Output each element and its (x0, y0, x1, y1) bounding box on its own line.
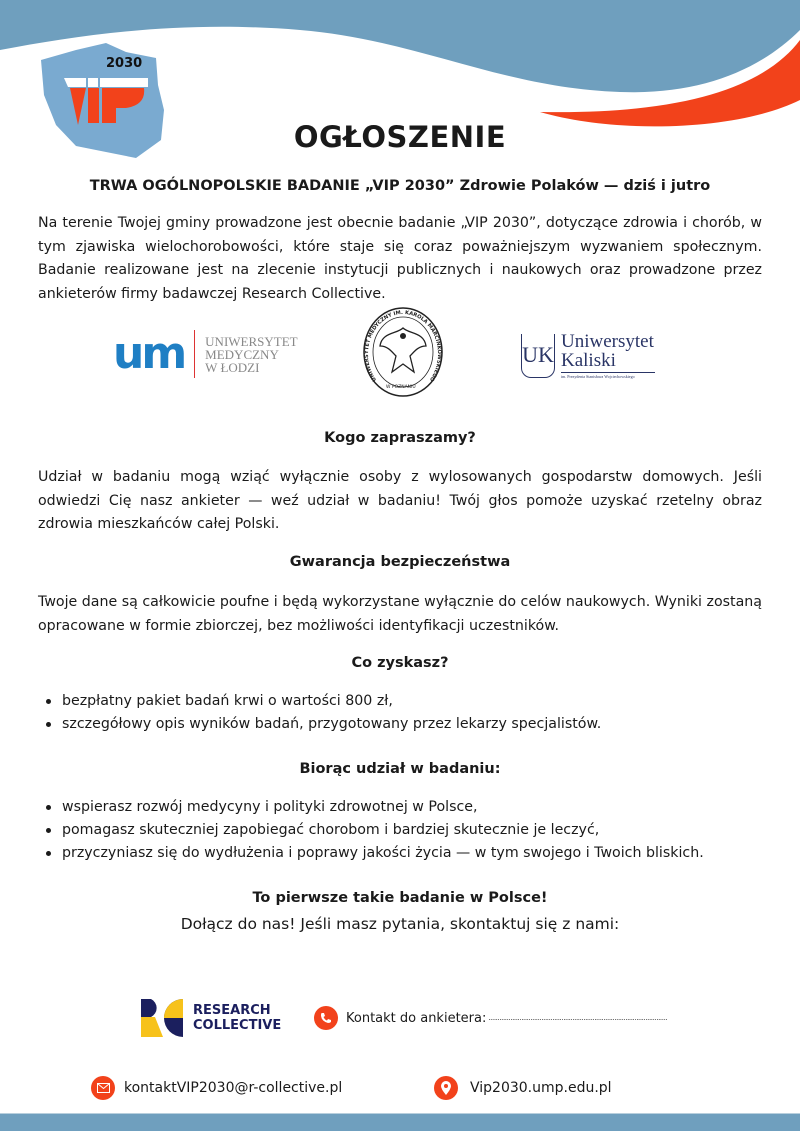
interviewer-phone-field[interactable]: .................................................................................................. (488, 1014, 668, 1022)
phone-icon (314, 1006, 338, 1030)
logo-uk-kaliski: UK Uniwersytet Kaliski im. Prezydenta Stanisława Wojciechowskiego (522, 331, 654, 379)
list-item: wspierasz rozwój medycyny i polityki zdrowotnej w Polsce, (38, 796, 704, 819)
seal-bottom-text: W POZNANIU (386, 385, 416, 390)
email-contact (91, 1076, 342, 1100)
intro-text: Na terenie Twojej gminy prowadzone jest obecnie badanie „VIP 2030”, dotyczące zdrowia i chorób, w tym zjawiska wielochorobowości, które staje się coraz poważniejszym wyzwaniem społecznym. Badanie realizowane jest na zlecenie instytucji publicznych i naukowych oraz prowadzone przez ankieterów firmy badawczej Research Collective. (38, 215, 762, 302)
website-contact (434, 1076, 612, 1100)
heading-security: Gwarancja bezpieczeństwa (289, 554, 511, 570)
subtitle: TRWA OGÓLNOPOLSKIE BADANIE „VIP 2030” Zdrowie Polaków — dziś i jutro (89, 178, 711, 194)
list-item: bezpłatny pakiet badań krwi o wartości 800 zł, (38, 690, 601, 713)
location-pin-icon (434, 1076, 458, 1100)
closing-heading: To pierwsze takie badanie w Polsce! (252, 890, 548, 906)
mail-icon (91, 1076, 115, 1100)
list-item: przyczyniasz się do wydłużenia i poprawy jakości życia — w tym swojego i Twoich bliskich. (38, 842, 704, 865)
heading-participation: Biorąc udział w badaniu: (299, 761, 501, 777)
participation-list (38, 796, 704, 865)
benefits-list (38, 690, 601, 736)
research-collective-logo: RESEARCH COLLECTIVE (141, 999, 281, 1037)
seal-ring-text: UNIWERSYTET MEDYCZNY IM. KAROLA MARCINKOWSKIEGO (363, 309, 443, 383)
logo-umed-lodz: um UNIWERSYTET MEDYCZNY W ŁODZI (113, 328, 298, 379)
page-title: OGŁOSZENIE (293, 120, 507, 154)
website-link[interactable]: Vip2030.ump.edu.pl (470, 1080, 612, 1096)
security-text: Twoje dane są całkowicie poufne i będą wykorzystane wyłącznie do celów naukowych. Wyniki zostaną opracowane w formie zbiorczej, bez możliwości identyfikacji uczestników. (38, 594, 762, 634)
email-link[interactable]: kontaktVIP2030@r-collective.pl (124, 1080, 343, 1096)
logo-ump-seal (362, 306, 444, 398)
closing-text: Dołącz do nas! Jeśli masz pytania, skontaktuj się z nami: (180, 915, 620, 933)
logo-year: 2030 (106, 56, 143, 71)
footer-bar (0, 1113, 800, 1131)
interviewer-contact: Kontakt do ankietera: .................................................................................................. (314, 1006, 758, 1030)
list-item: szczegółowy opis wyników badań, przygotowany przez lekarzy specjalistów. (38, 713, 601, 736)
who-text: Udział w badaniu mogą wziąć wyłącznie osoby z wylosowanych gospodarstw domowych. Jeśli odwiedzi Cię nasz ankieter — weź udział w badaniu! Twój głos pomoże uzyskać rzetelny obraz zdrowia mieszkańców całej Polski. (38, 469, 762, 532)
heading-who: Kogo zapraszamy? (324, 430, 476, 446)
list-item: pomagasz skuteczniej zapobiegać chorobom i bardziej skutecznie je leczyć, (38, 819, 704, 842)
heading-benefits: Co zyskasz? (351, 655, 449, 671)
